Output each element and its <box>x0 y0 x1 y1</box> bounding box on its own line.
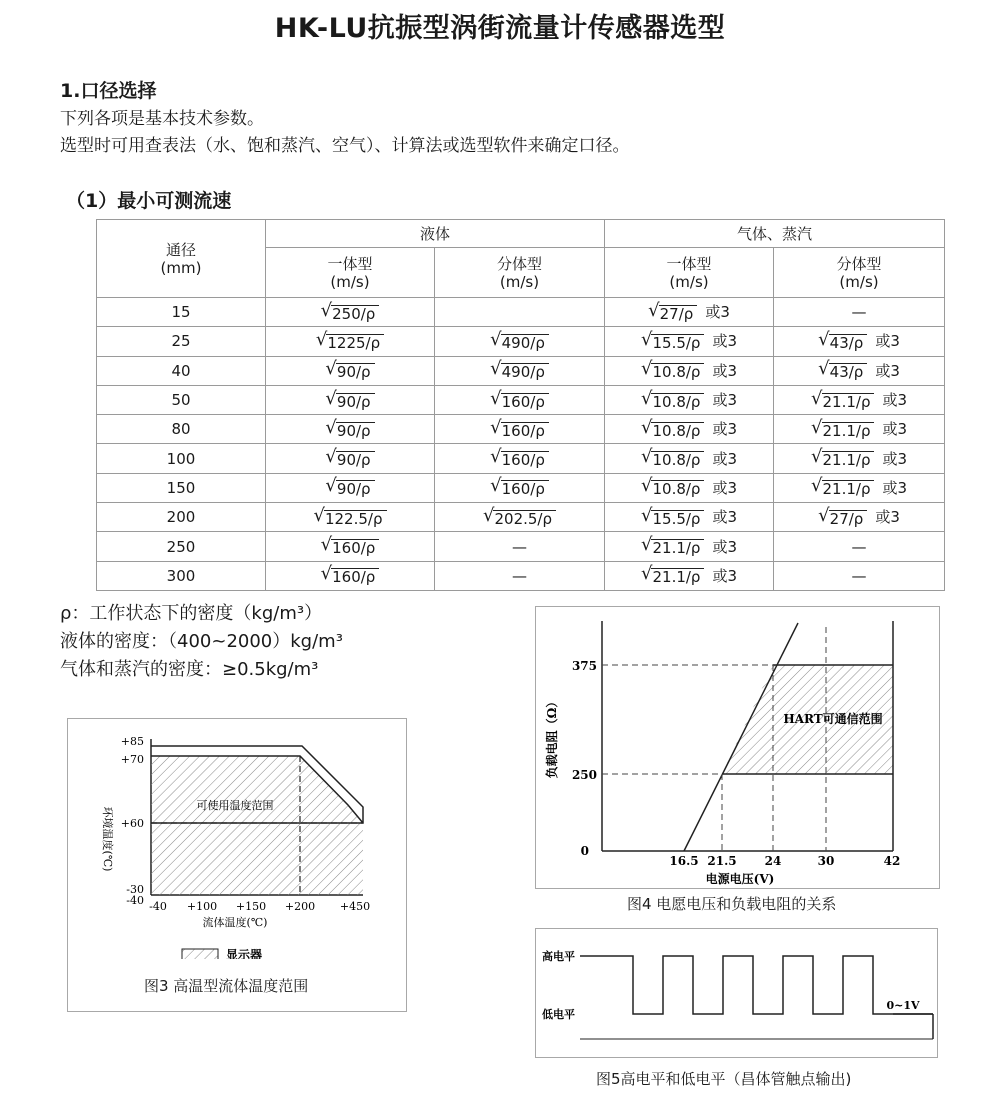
fig3-xtick: +150 <box>235 900 267 913</box>
min-velocity-table <box>96 219 945 591</box>
or-value: 或3 <box>875 361 900 380</box>
note-density-liquid: 液体的密度：（400~2000）kg/m³ <box>60 631 343 652</box>
header-remote-label: 分体型 <box>497 254 543 273</box>
cell-gas-sep <box>774 503 945 532</box>
sqrt-value: 160/ρ <box>331 539 379 557</box>
cell-lq-int <box>266 385 435 414</box>
sqrt-expression <box>641 387 704 411</box>
sqrt-expression <box>490 387 549 411</box>
sqrt-icon: √ <box>641 416 653 438</box>
or-value: 或3 <box>882 420 908 439</box>
fig5-caption: 图5高电平和低电平（昌体管触点输出) <box>596 1070 852 1088</box>
sqrt-value: 21.1/ρ <box>822 451 875 469</box>
value-group <box>818 360 900 381</box>
cell-gas-sep <box>774 415 945 444</box>
fig5-square-wave <box>580 956 933 1014</box>
cell-dn: 80 <box>97 415 266 444</box>
cell-gas-int <box>605 473 774 502</box>
fig5-high-label: 高电平 <box>542 950 575 963</box>
cell-gas-sep <box>774 561 945 590</box>
or-value: 或3 <box>712 566 738 585</box>
fig4-xtick: 42 <box>883 854 901 868</box>
cell-lq-sep <box>435 561 605 590</box>
sqrt-expression <box>490 360 549 381</box>
sqrt-value: 21.1/ρ <box>822 480 875 498</box>
cell-dn: 100 <box>97 444 266 473</box>
sqrt-icon: √ <box>641 446 653 468</box>
dash-value: — <box>851 537 867 556</box>
dash-value: — <box>851 303 867 322</box>
cell-gas-sep <box>774 298 945 327</box>
value-group <box>325 477 374 498</box>
fig3-caption: 图3 高温型流体温度范围 <box>144 977 309 995</box>
table-row <box>97 356 945 385</box>
cell-gas-sep <box>774 473 945 502</box>
fig4-chart <box>536 607 939 888</box>
fig4-xtick: 30 <box>817 854 835 868</box>
value-group <box>490 328 549 352</box>
sqrt-icon: √ <box>320 563 333 585</box>
value-group <box>321 565 380 586</box>
fig3-region-label: 可使用温度范围 <box>196 799 274 812</box>
value-group <box>320 299 380 323</box>
or-value: 或3 <box>712 449 738 468</box>
sqrt-value: 90/ρ <box>336 393 375 411</box>
fig3-xtick: +450 <box>339 900 371 913</box>
header-integral-label: 一体型 <box>327 254 373 273</box>
note-density-working: ρ：工作状态下的密度（kg/m³） <box>60 603 323 624</box>
sqrt-value: 10.8/ρ <box>651 393 704 411</box>
value-group <box>490 387 549 411</box>
sqrt-value: 90/ρ <box>336 451 375 469</box>
note-density-gas: 气体和蒸汽的密度：≥0.5kg/m³ <box>60 659 319 680</box>
sqrt-expression <box>321 536 380 557</box>
sqrt-expression <box>490 328 549 352</box>
value-group <box>648 299 730 323</box>
or-value: 或3 <box>882 478 908 497</box>
fig3-legend-swatch <box>182 949 218 959</box>
value-group <box>641 504 738 528</box>
sqrt-icon: √ <box>320 299 333 321</box>
sqrt-value: 21.1/ρ <box>822 422 875 440</box>
fig3-xtick: +100 <box>186 900 218 913</box>
sqrt-expression <box>641 328 704 352</box>
or-value: 或3 <box>712 361 738 380</box>
fig4-voltage-resistance <box>535 606 940 889</box>
fig3-xtick: +200 <box>284 900 316 913</box>
header-unit: (m/s) <box>669 272 709 291</box>
cell-gas-int <box>605 356 774 385</box>
sqrt-icon: √ <box>490 446 502 468</box>
fig3-xtick: -40 <box>149 900 167 913</box>
table-row <box>97 298 945 327</box>
sqrt-expression <box>818 328 867 352</box>
density-notes <box>60 600 343 684</box>
section-title: 1.口径选择 <box>60 80 157 102</box>
cell-gas-sep <box>774 385 945 414</box>
sqrt-value: 10.8/ρ <box>651 422 704 440</box>
cell-lq-int <box>266 444 435 473</box>
value-group <box>811 387 908 411</box>
sqrt-icon: √ <box>811 416 823 438</box>
or-value: 或3 <box>882 391 908 410</box>
fig3-chart <box>68 719 406 959</box>
fig3-x-axis-label: 流体温度(℃) <box>202 916 268 929</box>
value-group <box>313 504 386 528</box>
cell-lq-sep <box>435 356 605 385</box>
or-value: 或3 <box>712 478 738 497</box>
table-row <box>97 503 945 532</box>
sqrt-expression <box>641 477 704 498</box>
sqrt-expression <box>325 477 374 498</box>
value-group <box>490 360 549 381</box>
sqrt-expression <box>641 565 704 586</box>
or-value: 或3 <box>712 537 738 556</box>
fig4-xtick: 24 <box>764 854 782 868</box>
cell-lq-sep <box>435 327 605 356</box>
sqrt-value: 160/ρ <box>501 393 549 411</box>
sqrt-icon: √ <box>641 328 653 350</box>
value-group <box>818 328 900 352</box>
header-gas-integral <box>605 248 774 298</box>
or-value: 或3 <box>875 508 900 527</box>
sqrt-value: 21.1/ρ <box>651 568 704 586</box>
sqrt-expression <box>313 504 386 528</box>
value-group <box>641 536 737 557</box>
sqrt-expression <box>483 504 556 528</box>
sqrt-expression <box>641 536 704 557</box>
value-group <box>641 416 738 440</box>
value-group <box>641 448 737 469</box>
fig3-temperature-range <box>67 718 407 1012</box>
value-group <box>641 387 738 411</box>
fig5-chart <box>536 929 937 1057</box>
sqrt-icon: √ <box>315 328 328 350</box>
fig4-ytick: 250 <box>571 768 597 782</box>
sqrt-icon: √ <box>641 534 653 556</box>
cell-dn: 200 <box>97 503 266 532</box>
fig3-legend-label: 显示器 <box>226 948 263 959</box>
sqrt-expression <box>325 416 374 440</box>
header-liquid-remote <box>435 248 605 298</box>
fig5-output-levels <box>535 928 938 1058</box>
value-group <box>811 448 907 469</box>
cell-lq-sep <box>435 473 605 502</box>
table-row <box>97 385 945 414</box>
value-group <box>490 448 549 469</box>
sqrt-icon: √ <box>811 387 823 409</box>
fig3-ytick: +85 <box>120 735 144 748</box>
cell-gas-int <box>605 327 774 356</box>
sqrt-icon: √ <box>818 504 830 526</box>
sqrt-icon: √ <box>818 358 830 380</box>
sqrt-icon: √ <box>641 358 653 380</box>
sqrt-icon: √ <box>641 563 653 585</box>
or-value: 或3 <box>712 332 738 351</box>
sqrt-value: 122.5/ρ <box>324 510 387 528</box>
cell-dn: 150 <box>97 473 266 502</box>
dash-value: — <box>851 566 867 585</box>
fig4-xtick: 21.5 <box>707 854 737 868</box>
fig3-hatched-region <box>151 756 363 895</box>
sqrt-icon: √ <box>641 504 653 526</box>
value-group <box>818 504 900 528</box>
sqrt-value: 490/ρ <box>501 334 549 352</box>
header-remote-label: 分体型 <box>836 254 882 273</box>
cell-gas-int <box>605 561 774 590</box>
sqrt-expression <box>490 416 549 440</box>
value-group <box>811 416 908 440</box>
or-value: 或3 <box>705 303 730 322</box>
sqrt-icon: √ <box>325 446 337 468</box>
sqrt-expression <box>811 387 874 411</box>
sqrt-value: 27/ρ <box>659 305 698 323</box>
value-group <box>315 328 384 352</box>
sqrt-value: 15.5/ρ <box>651 510 704 528</box>
sqrt-icon: √ <box>490 416 502 438</box>
dash-value: — <box>512 566 527 585</box>
sqrt-icon: √ <box>325 475 337 497</box>
sqrt-expression <box>315 328 384 352</box>
fig4-xtick: 16.5 <box>669 854 699 868</box>
sqrt-value: 90/ρ <box>336 480 375 498</box>
sqrt-value: 43/ρ <box>829 363 868 381</box>
sqrt-value: 90/ρ <box>336 422 375 440</box>
value-group <box>321 536 380 557</box>
table-row <box>97 444 945 473</box>
header-liquid-integral <box>266 248 435 298</box>
sqrt-icon: √ <box>490 475 502 497</box>
sqrt-value: 202.5/ρ <box>493 510 556 528</box>
cell-dn: 250 <box>97 532 266 561</box>
sqrt-value: 21.1/ρ <box>822 393 875 411</box>
cell-lq-int <box>266 561 435 590</box>
subsection-title: （1）最小可测流速 <box>66 190 232 212</box>
intro-line-1: 下列各项是基本技术参数。 <box>60 109 264 129</box>
fig3-ytick: -30 <box>126 883 144 896</box>
header-unit: (m/s) <box>839 272 879 291</box>
fig5-voltage-label: 0~1V <box>886 999 920 1012</box>
dash-value: — <box>512 537 527 556</box>
cell-dn: 300 <box>97 561 266 590</box>
cell-lq-int <box>266 503 435 532</box>
cell-gas-int <box>605 385 774 414</box>
sqrt-icon: √ <box>313 504 325 526</box>
cell-dn: 40 <box>97 356 266 385</box>
cell-gas-int <box>605 415 774 444</box>
sqrt-value: 160/ρ <box>501 451 549 469</box>
sqrt-icon: √ <box>811 446 823 468</box>
sqrt-icon: √ <box>483 504 495 526</box>
value-group <box>641 328 738 352</box>
cell-dn: 25 <box>97 327 266 356</box>
cell-gas-int <box>605 503 774 532</box>
sqrt-value: 90/ρ <box>336 363 375 381</box>
sqrt-expression <box>811 416 874 440</box>
fig4-ytick: 0 <box>580 844 589 858</box>
sqrt-icon: √ <box>320 534 333 556</box>
sqrt-value: 490/ρ <box>501 363 549 381</box>
sqrt-value: 21.1/ρ <box>651 539 704 557</box>
sqrt-value: 10.8/ρ <box>651 451 704 469</box>
header-integral-label: 一体型 <box>666 254 712 273</box>
value-group <box>641 360 737 381</box>
or-value: 或3 <box>712 420 738 439</box>
cell-lq-int <box>266 298 435 327</box>
sqrt-value: 27/ρ <box>829 510 868 528</box>
fig3-ytick: -40 <box>126 894 144 907</box>
value-group <box>325 360 374 381</box>
value-group <box>641 477 737 498</box>
cell-dn: 50 <box>97 385 266 414</box>
cell-lq-int <box>266 327 435 356</box>
fig5-low-label: 低电平 <box>542 1008 575 1021</box>
sqrt-icon: √ <box>325 387 337 409</box>
sqrt-expression <box>641 448 704 469</box>
header-unit: (m/s) <box>499 272 540 291</box>
value-group <box>325 416 374 440</box>
sqrt-expression <box>641 504 704 528</box>
fig3-ytick: +60 <box>120 817 144 830</box>
cell-gas-sep <box>774 532 945 561</box>
sqrt-icon: √ <box>325 416 337 438</box>
sqrt-expression <box>811 448 874 469</box>
sqrt-value: 10.8/ρ <box>651 363 704 381</box>
sqrt-expression <box>818 504 867 528</box>
or-value: 或3 <box>875 332 900 351</box>
sqrt-value: 15.5/ρ <box>651 334 704 352</box>
fig3-ytick: +70 <box>120 753 144 766</box>
fig4-x-axis-label: 电源电压(V) <box>705 872 775 886</box>
value-group <box>811 477 907 498</box>
cell-lq-sep <box>435 385 605 414</box>
sqrt-value: 160/ρ <box>501 422 549 440</box>
sqrt-value: 160/ρ <box>331 568 379 586</box>
intro-line-2: 选型时可用查表法（水、饱和蒸汽、空气）、计算法或选型软件来确定口径。 <box>60 136 630 156</box>
cell-gas-sep <box>774 356 945 385</box>
sqrt-value: 250/ρ <box>331 305 379 323</box>
sqrt-expression <box>490 477 549 498</box>
sqrt-expression <box>490 448 549 469</box>
header-gas: 气体、蒸汽 <box>605 220 945 248</box>
sqrt-icon: √ <box>641 387 653 409</box>
table-row <box>97 561 945 590</box>
sqrt-icon: √ <box>811 475 823 497</box>
cell-lq-sep <box>435 444 605 473</box>
table-row <box>97 532 945 561</box>
header-dn <box>97 220 266 298</box>
cell-lq-sep <box>435 503 605 532</box>
sqrt-value: 43/ρ <box>829 334 868 352</box>
sqrt-expression <box>325 360 374 381</box>
sqrt-expression <box>648 299 697 323</box>
value-group <box>641 565 737 586</box>
sqrt-expression <box>325 387 374 411</box>
cell-lq-sep <box>435 532 605 561</box>
cell-lq-sep <box>435 415 605 444</box>
cell-gas-int <box>605 444 774 473</box>
sqrt-value: 1225/ρ <box>326 334 384 352</box>
or-value: 或3 <box>712 391 738 410</box>
sqrt-expression <box>320 299 380 323</box>
value-group <box>490 477 549 498</box>
cell-gas-int <box>605 298 774 327</box>
value-group <box>325 387 374 411</box>
page-title: HK-LU抗振型涡街流量计传感器选型 <box>274 13 726 44</box>
cell-gas-int <box>605 532 774 561</box>
header-dn-label: 通径 <box>165 240 196 259</box>
or-value: 或3 <box>882 449 908 468</box>
cell-gas-sep <box>774 327 945 356</box>
sqrt-icon: √ <box>648 299 660 321</box>
cell-gas-sep <box>774 444 945 473</box>
header-liquid: 液体 <box>266 220 605 248</box>
fig4-caption: 图4 电愿电压和负载电阻的关系 <box>627 895 837 913</box>
sqrt-expression <box>321 565 380 586</box>
sqrt-expression <box>641 416 704 440</box>
sqrt-icon: √ <box>818 328 830 350</box>
sqrt-icon: √ <box>641 475 653 497</box>
fig3-y-axis-label: 环境温度(℃) <box>101 806 114 872</box>
cell-dn: 15 <box>97 298 266 327</box>
value-group <box>483 504 556 528</box>
table-row <box>97 327 945 356</box>
sqrt-expression <box>818 360 867 381</box>
or-value: 或3 <box>712 508 738 527</box>
table-row <box>97 415 945 444</box>
cell-lq-sep <box>435 298 605 327</box>
sqrt-value: 160/ρ <box>501 480 549 498</box>
fig4-ytick: 375 <box>571 659 597 673</box>
fig4-y-axis-label: 负载电阻（Ω） <box>545 695 559 779</box>
sqrt-expression <box>325 448 374 469</box>
header-dn-unit: (mm) <box>160 258 202 277</box>
value-group <box>490 416 549 440</box>
sqrt-expression <box>811 477 874 498</box>
fig4-region-label: HART可通信范围 <box>783 712 883 726</box>
sqrt-icon: √ <box>490 358 502 380</box>
sqrt-expression <box>641 360 704 381</box>
value-group <box>325 448 374 469</box>
sqrt-icon: √ <box>325 358 337 380</box>
cell-lq-int <box>266 532 435 561</box>
cell-lq-int <box>266 415 435 444</box>
sqrt-icon: √ <box>490 387 502 409</box>
sqrt-icon: √ <box>490 328 502 350</box>
cell-lq-int <box>266 356 435 385</box>
header-gas-remote <box>774 248 945 298</box>
header-unit: (m/s) <box>330 272 370 291</box>
table-row <box>97 473 945 502</box>
cell-lq-int <box>266 473 435 502</box>
sqrt-value: 10.8/ρ <box>651 480 704 498</box>
